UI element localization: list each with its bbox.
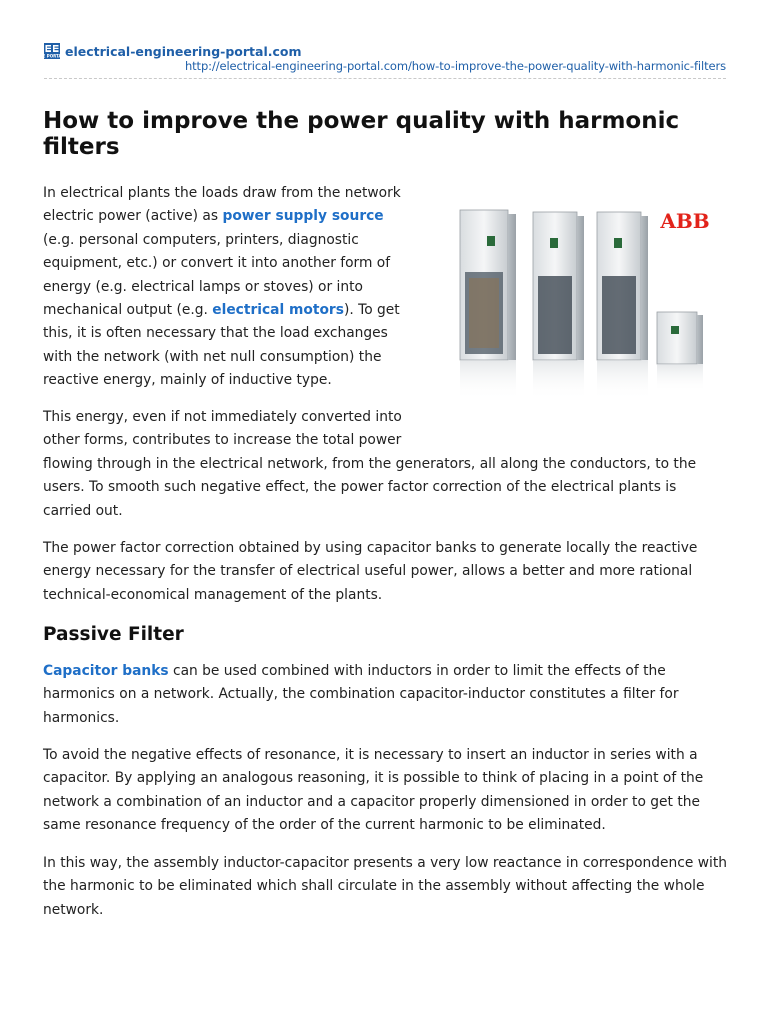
abb-brand-logo: ABB xyxy=(660,209,710,233)
article-title: How to improve the power quality with harmonic filters xyxy=(43,108,680,160)
cabinet-2 xyxy=(533,212,584,400)
site-name-link[interactable]: electrical-engineering-portal.com xyxy=(65,44,302,59)
power-supply-source-link[interactable]: power supply source xyxy=(222,208,384,225)
paragraph-resonance: To avoid the negative effects of resonance, it is necessary to insert an inductor in series with a capacitor. By applying an analogous reasoning, it is possible to think of placing in a point of the network a combination of an inductor and a capacitor properly dimensioned in order to get the same resonance frequency of the order of the current harmonic to be eliminated. xyxy=(43,747,704,834)
page-header xyxy=(39,42,726,82)
abb-harmonic-filter-cabinets-image xyxy=(445,192,725,418)
paragraph-intro: In electrical plants the loads draw from the network electric power (active) as power supply source (e.g. personal computers, printers, diagnostic equipment, etc.) or convert it into another form of energy (e.g. electrical lamps or stoves) or into mechanical output (e.g. electrical motors). To get this, it is often necessary that the load exchanges with the network (with net null consumption) the reactive energy, mainly of inductive type. xyxy=(43,185,401,389)
svg-text:EE PORTAL: EE PORTAL xyxy=(39,53,65,59)
page-url-link[interactable]: http://electrical-engineering-portal.com/how-to-improve-the-power-quality-with-harmonic-filters xyxy=(184,59,726,73)
paragraph-energy: This energy, even if not immediately converted into other forms, contributes to increase the total power flowing through in the electrical network, from the generators, all along the conductors, to the users. To smooth such negative effect, the power factor correction of the electrical plants is carried out. xyxy=(43,409,697,519)
site-logo-icon xyxy=(39,43,65,59)
cabinet-3 xyxy=(597,212,648,400)
header-divider xyxy=(44,78,726,79)
cabinet-1 xyxy=(460,210,516,400)
section-heading-passive-filter: Passive Filter xyxy=(43,624,184,645)
paragraph-assembly: In this way, the assembly inductor-capacitor presents a very low reactance in correspondence with the harmonic to be eliminated which shall circulate in the assembly without affecting the whole network. xyxy=(43,855,728,918)
capacitor-banks-link[interactable]: Capacitor banks xyxy=(43,663,169,679)
electrical-motors-link[interactable]: electrical motors xyxy=(212,302,344,319)
paragraph-capacitor-banks: Capacitor banks can be used combined with inductors in order to limit the effects of the harmonics on a network. Actually, the combination capacitor-inductor constitutes a filter for harmonics. xyxy=(43,663,679,726)
wall-unit xyxy=(657,312,703,392)
paragraph-correction: The power factor correction obtained by using capacitor banks to generate locally the reactive energy necessary for the transfer of electrical useful power, allows a better and more rational technical-economical management of the plants. xyxy=(43,540,698,603)
